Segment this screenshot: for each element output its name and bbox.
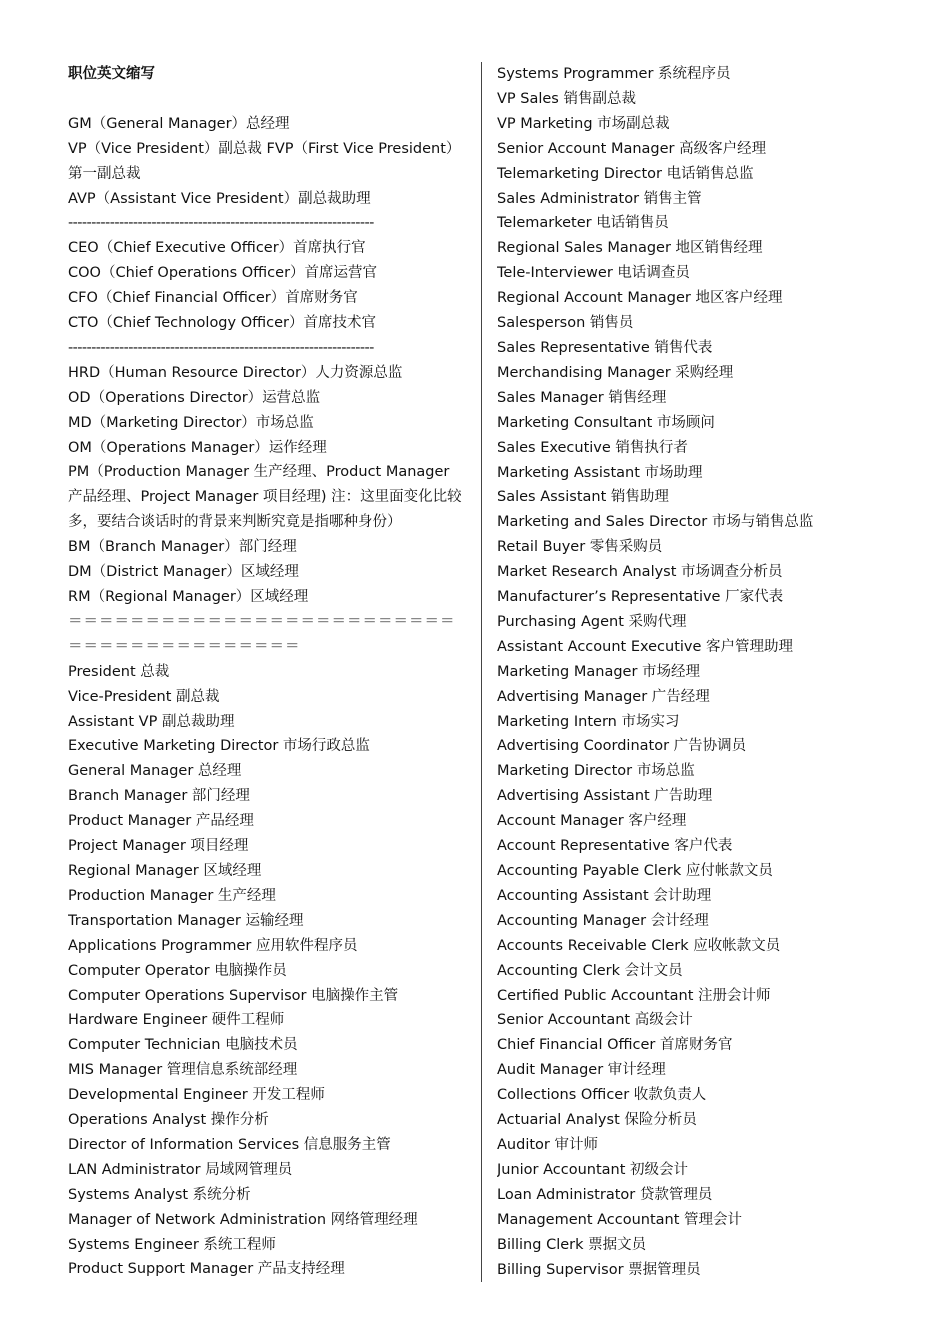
list-item: Regional Account Manager 地区客户经理	[497, 290, 783, 307]
list-item: Marketing Director 市场总监	[497, 763, 695, 780]
list-item: Systems Engineer 系统工程师	[68, 1236, 276, 1253]
list-item: Market Research Analyst 市场调查分析员	[497, 564, 783, 581]
list-item: Tele-Interviewer 电话调查员	[497, 265, 690, 282]
list-item: Manager of Network Administration 网络管理经理	[68, 1211, 418, 1228]
list-item: Sales Administrator 销售主管	[497, 190, 702, 207]
spacer	[68, 87, 466, 112]
list-item: VP Marketing 市场副总裁	[497, 115, 670, 132]
dash-separator-2: ------------------------------------------------------------------	[68, 339, 374, 356]
list-item: Assistant VP 副总裁助理	[68, 713, 235, 730]
abbreviation-group-3	[68, 361, 466, 610]
list-item: VP（Vice President）副总裁 FVP（First Vice President）第一副总裁	[68, 140, 461, 182]
list-item: Loan Administrator 贷款管理员	[497, 1186, 713, 1203]
list-item: Product Manager 产品经理	[68, 813, 254, 830]
list-item: Actuarial Analyst 保险分析员	[497, 1112, 697, 1129]
list-item: Accounting Manager 会计经理	[497, 912, 709, 929]
list-item: Applications Programmer 应用软件程序员	[68, 937, 358, 954]
list-item: Assistant Account Executive 客户管理助理	[497, 638, 794, 655]
list-item: PM（Production Manager 生产经理、Product Manager 产品经理、Project Manager 项目经理) 注：这里面变化比较多，要结合谈话时的背景来判断究竟是指哪种身份）	[68, 464, 462, 531]
left-column	[68, 62, 466, 1282]
list-item: General Manager 总经理	[68, 763, 242, 780]
list-item: Branch Manager 部门经理	[68, 788, 250, 805]
list-item: Senior Accountant 高级会计	[497, 1012, 693, 1029]
list-item: Marketing Assistant 市场助理	[497, 464, 703, 481]
list-item: MD（Marketing Director）市场总监	[68, 414, 314, 431]
list-item: Executive Marketing Director 市场行政总监	[68, 738, 370, 755]
title-list-right	[497, 62, 897, 1282]
list-item: Accounting Payable Clerk 应付帐款文员	[497, 863, 773, 879]
list-item: Audit Manager 审计经理	[497, 1062, 666, 1079]
list-item: Marketing Consultant 市场顾问	[497, 414, 715, 431]
list-item: Advertising Assistant 广告助理	[497, 788, 713, 805]
list-item: CTO（Chief Technology Officer）首席技术官	[68, 315, 376, 332]
list-item: RM（Regional Manager）区域经理	[68, 589, 309, 606]
document-title: 职位英文缩写	[68, 66, 155, 82]
list-item: Collections Officer 收款负责人	[497, 1087, 707, 1104]
list-item: Certified Public Accountant 注册会计师	[497, 987, 771, 1004]
list-item: Sales Assistant 销售助理	[497, 489, 669, 506]
list-item: Senior Account Manager 高级客户经理	[497, 140, 767, 157]
list-item: Manufacturer’s Representative 厂家代表	[497, 589, 784, 606]
list-item: Vice-President 副总裁	[68, 688, 220, 705]
equals-separator: ＝＝＝＝＝＝＝＝＝＝＝＝＝＝＝＝＝＝＝＝＝＝＝＝＝＝＝＝＝＝＝＝＝＝＝＝＝＝＝＝	[68, 613, 456, 655]
list-item: Product Support Manager 产品支持经理	[68, 1261, 345, 1278]
list-item: Advertising Manager 广告经理	[497, 688, 710, 705]
list-item: LAN Administrator 局域网管理员	[68, 1161, 293, 1178]
list-item: Purchasing Agent 采购代理	[497, 613, 687, 630]
list-item: AVP（Assistant Vice President）副总裁助理	[68, 190, 371, 207]
list-item: Account Representative 客户代表	[497, 838, 733, 855]
list-item: Accounts Receivable Clerk 应收帐款文员	[497, 937, 781, 954]
list-item: Director of Information Services 信息服务主管	[68, 1136, 391, 1153]
list-item: Auditor 审计师	[497, 1136, 598, 1153]
list-item: Sales Representative 销售代表	[497, 339, 713, 356]
list-item: Sales Executive 销售执行者	[497, 439, 688, 456]
list-item: Regional Sales Manager 地区销售经理	[497, 240, 763, 257]
list-item: VP Sales 销售副总裁	[497, 90, 636, 107]
list-item: MIS Manager 管理信息系统部经理	[68, 1062, 298, 1079]
list-item: CEO（Chief Executive Officer）首席执行官	[68, 240, 366, 257]
list-item: Computer Operations Supervisor 电脑操作主管	[68, 987, 399, 1004]
list-item: DM（District Manager）区域经理	[68, 564, 299, 581]
list-item: Systems Programmer 系统程序员	[497, 66, 731, 82]
abbreviation-group-1	[68, 112, 466, 212]
list-item: Retail Buyer 零售采购员	[497, 539, 663, 556]
list-item: Junior Accountant 初级会计	[497, 1161, 689, 1178]
list-item: Operations Analyst 操作分析	[68, 1112, 269, 1129]
list-item: OD（Operations Director）运营总监	[68, 389, 321, 406]
dash-separator-1: ------------------------------------------------------------------	[68, 215, 374, 232]
list-item: Sales Manager 销售经理	[497, 389, 667, 406]
list-item: Management Accountant 管理会计	[497, 1211, 743, 1228]
list-item: Telemarketer 电话销售员	[497, 215, 669, 232]
list-item: Transportation Manager 运输经理	[68, 912, 304, 929]
list-item: Accounting Assistant 会计助理	[497, 887, 712, 904]
list-item: Marketing Manager 市场经理	[497, 663, 701, 680]
abbreviation-group-2	[68, 236, 466, 336]
list-item: Chief Financial Officer 首席财务官	[497, 1037, 733, 1054]
list-item: Account Manager 客户经理	[497, 813, 687, 830]
list-item: President 总裁	[68, 663, 170, 680]
list-item: Marketing Intern 市场实习	[497, 713, 680, 730]
list-item: COO（Chief Operations Officer）首席运营官	[68, 265, 378, 282]
title-list-left	[68, 660, 466, 1283]
list-item: CFO（Chief Financial Officer）首席财务官	[68, 290, 358, 307]
list-item: Billing Clerk 票据文员	[497, 1236, 647, 1253]
list-item: Developmental Engineer 开发工程师	[68, 1087, 325, 1104]
list-item: Billing Supervisor 票据管理员	[497, 1261, 701, 1278]
list-item: Hardware Engineer 硬件工程师	[68, 1012, 285, 1029]
list-item: OM（Operations Manager）运作经理	[68, 439, 327, 456]
column-divider	[481, 62, 482, 1282]
list-item: Salesperson 销售员	[497, 315, 634, 332]
list-item: Production Manager 生产经理	[68, 887, 276, 904]
list-item: BM（Branch Manager）部门经理	[68, 539, 297, 556]
list-item: HRD（Human Resource Director）人力资源总监	[68, 364, 403, 381]
list-item: Project Manager 项目经理	[68, 838, 249, 855]
list-item: Telemarketing Director 电话销售总监	[497, 165, 754, 182]
list-item: Merchandising Manager 采购经理	[497, 364, 734, 381]
list-item: Accounting Clerk 会计文员	[497, 962, 683, 979]
list-item: Marketing and Sales Director 市场与销售总监	[497, 514, 814, 531]
list-item: Regional Manager 区域经理	[68, 862, 262, 879]
list-item: Computer Technician 电脑技术员	[68, 1037, 298, 1054]
list-item: Systems Analyst 系统分析	[68, 1186, 251, 1203]
list-item: Advertising Coordinator 广告协调员	[497, 738, 747, 755]
list-item: GM（General Manager）总经理	[68, 115, 290, 132]
right-column	[497, 62, 897, 1282]
list-item: Computer Operator 电脑操作员	[68, 962, 287, 979]
